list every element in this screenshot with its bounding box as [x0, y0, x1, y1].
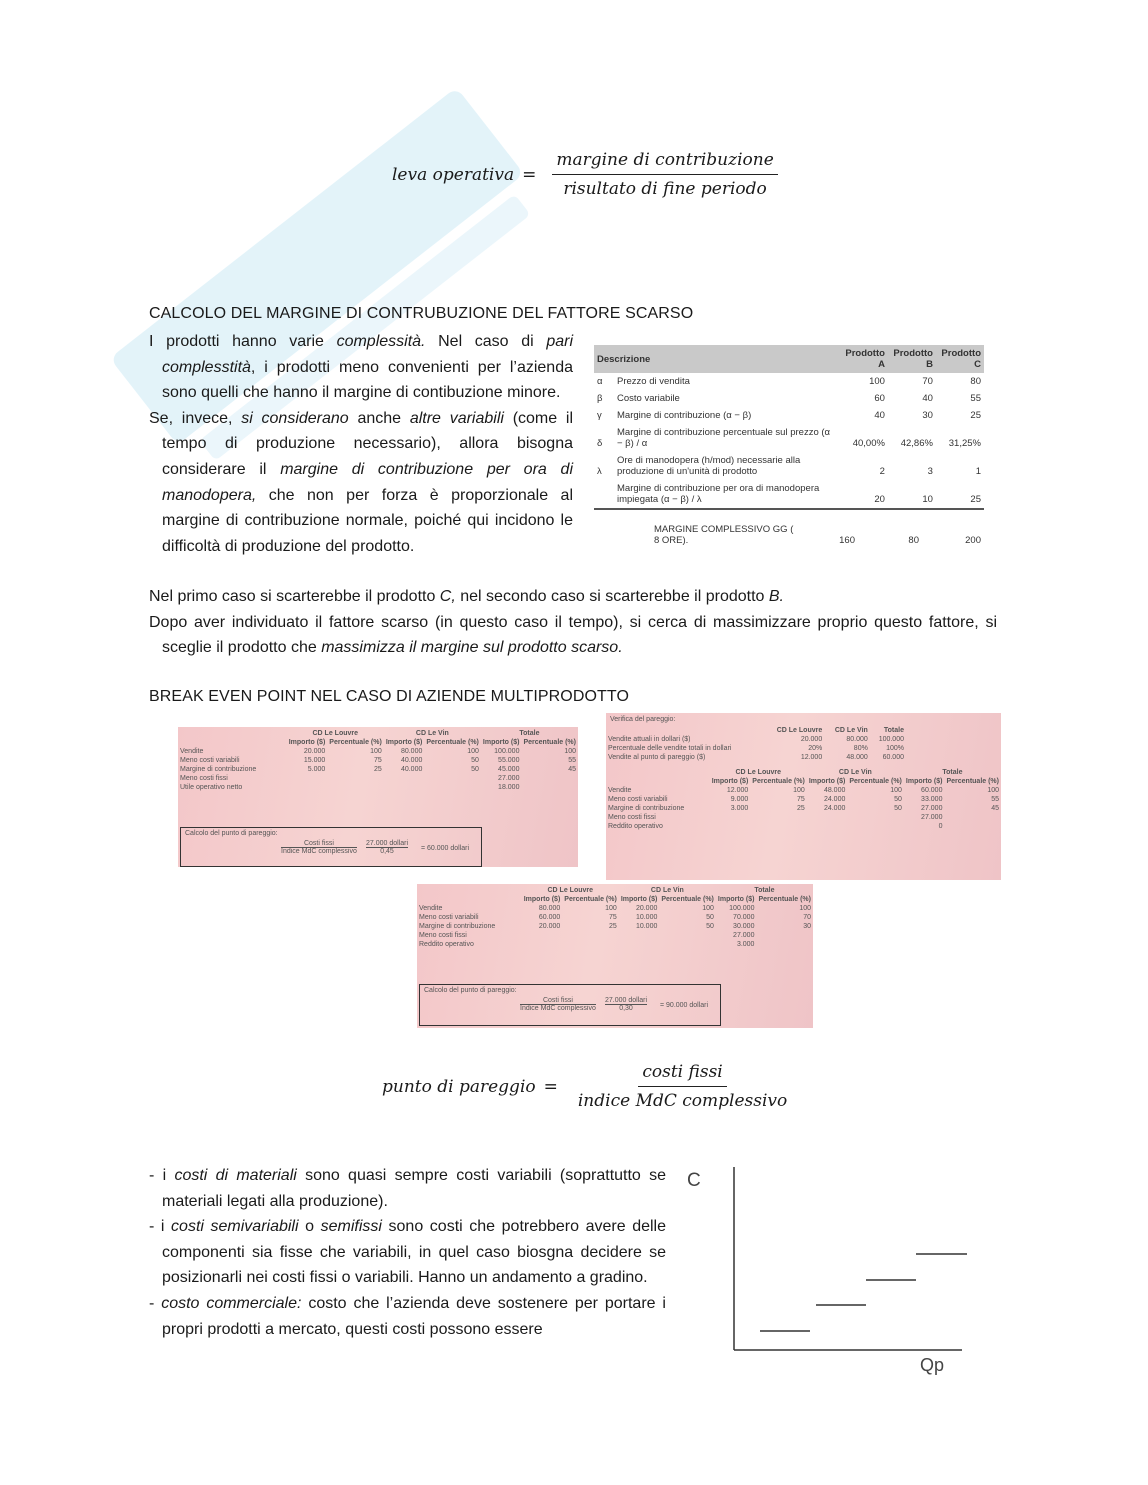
table-row: [606, 813, 1001, 822]
table-cell: 25: [374, 766, 382, 773]
table-row: [606, 744, 906, 753]
bullet-costo-commerciale: - costo commerciale: costo che l’azienda deve sostenere per portare i propri prodotti a mercato, questi costi possono essere: [149, 1294, 666, 1338]
calc-num-1: Costi fissi: [281, 840, 357, 848]
break-even-image-3: [417, 884, 813, 1028]
table-cell: 50: [894, 796, 902, 803]
table-cell: 12.000: [800, 754, 823, 761]
calc-vnum-1: 27.000 dollari: [366, 840, 409, 847]
paragraph-massimizza: Dopo aver individuato il fattore scarso (in questo caso il tempo), si cerca di massimizzare proprio questo fattore, si sceglie il prodotto che massimizza il margine sul prodotto scarso.: [149, 613, 997, 657]
table-cell: [710, 813, 751, 822]
cell-b: 10: [888, 480, 936, 509]
cell-g: [594, 480, 614, 509]
table-cell: 33.000: [921, 796, 943, 803]
group-header: CD Le Louvre: [312, 730, 359, 737]
table-cell: Margine di contribuzione: [419, 923, 496, 930]
table-cell: 100%: [886, 745, 904, 752]
table-cell: [756, 931, 813, 940]
sub-header: Importo ($): [808, 778, 846, 785]
table-row: [606, 804, 1001, 813]
calc-title-3: Calcolo del punto di pareggio:: [424, 987, 517, 994]
table-cell: 80.000: [538, 905, 561, 912]
table-cell: Vendite: [608, 787, 632, 794]
table-cell: [847, 813, 904, 822]
cell-g: β: [597, 393, 603, 404]
table-cell: 9.000: [730, 796, 749, 803]
cell-d: Margine di contribuzione (α − β): [617, 410, 752, 421]
sub-header: Importo ($): [523, 896, 561, 903]
table-cell: 75: [797, 796, 805, 803]
paragraph-conclusione: [149, 584, 997, 661]
table-total-row: [594, 510, 984, 549]
leva-operativa-formula: leva operativa = $\frac{\text{margine di contribuzione}}{\text{risultato di fine periodo}}$: [392, 150, 778, 199]
sub-header: Importo ($): [385, 739, 423, 746]
table-cell: 45: [991, 805, 999, 812]
table-cell: Meno costi variabili: [180, 757, 240, 764]
table-cell: 80.000: [846, 736, 868, 743]
table-cell: 3.000: [730, 805, 749, 812]
table-cell: Percentuale delle vendite totali in dollari: [608, 745, 732, 752]
sub-header: Percentuale (%): [661, 896, 714, 903]
table-row: [417, 922, 813, 931]
table-cell: [756, 940, 813, 949]
sub-header: Importo ($): [482, 739, 520, 746]
table-cell: 55: [568, 757, 576, 764]
table-cell: [710, 822, 751, 831]
table-row: [594, 452, 984, 480]
cell-g: δ: [597, 438, 603, 449]
table-cell: Vendite: [180, 748, 204, 755]
group-header: CD Le Vin: [415, 730, 449, 737]
table-cell: 10.000: [635, 923, 658, 930]
sub-header: Percentuale (%): [523, 739, 576, 746]
formula-numerator: margine di contribuzione: [552, 150, 777, 175]
cell-b: 40: [922, 393, 933, 404]
calc-box-1: [180, 827, 482, 867]
cell-d: Margine di contribuzione percentuale sul prezzo (α − β) / α: [617, 427, 831, 449]
img2-title: Verifica del pareggio:: [610, 716, 676, 723]
cell-a: 40: [874, 410, 885, 421]
formula2-lhs: punto di pareggio: [382, 1076, 536, 1097]
cell-a: 2: [879, 466, 885, 477]
formula-lhs: leva operativa: [392, 164, 515, 185]
group-header: Totale: [883, 727, 904, 734]
table-cell: 50: [706, 923, 714, 930]
cell-d: Prezzo di vendita: [617, 376, 690, 387]
table-cell: 60.000: [538, 914, 561, 921]
table-cell: 40.000: [400, 757, 423, 764]
table-cell: [384, 783, 425, 792]
table-cell: Vendite: [419, 905, 443, 912]
table-cell: 100: [799, 905, 811, 912]
table-cell: Meno costi variabili: [608, 796, 668, 803]
cell-a: 40,00%: [852, 438, 885, 449]
table-row: [417, 931, 813, 940]
table-cell: 15.000: [303, 757, 326, 764]
table-cell: [847, 822, 904, 831]
table-cell: 30.000: [733, 923, 755, 930]
table-row: [594, 407, 984, 424]
cost-types-list: [149, 1163, 666, 1342]
group-header: CD Le Louvre: [735, 769, 782, 776]
table-cell: 0: [938, 823, 943, 830]
table-cell: 48.000: [823, 787, 846, 794]
table-cell: 18.000: [498, 784, 520, 791]
group-header: Totale: [942, 769, 963, 776]
table-row: [178, 765, 578, 774]
bullet-costi-materiali: - i costi di materiali sono quasi sempre costi variabili (soprattutto se materiali legati alla produzione).: [149, 1167, 667, 1210]
table-cell: [619, 940, 660, 949]
table-cell: 80.000: [400, 748, 423, 755]
table-cell: 80%: [853, 745, 868, 752]
table-cell: Vendite attuali in dollari ($): [608, 736, 691, 743]
table-cell: 50: [706, 914, 714, 921]
table-cell: 12.000: [726, 787, 749, 794]
calc-den-1: Indice MdC complessivo: [281, 848, 357, 855]
table-cell: [522, 940, 563, 949]
table-row: [606, 822, 1001, 831]
table-row: [178, 756, 578, 765]
table-cell: 30: [803, 923, 811, 930]
table-cell: Vendite al punto di pareggio ($): [608, 754, 706, 761]
table-row: [594, 480, 984, 509]
table-cell: [424, 783, 481, 792]
cell-c: 25: [936, 480, 984, 509]
table-cell: [619, 931, 660, 940]
table-cell: 5.000: [307, 766, 326, 773]
table-cell: 27.000: [498, 775, 520, 782]
table-cell: Utile operativo netto: [180, 784, 243, 791]
calc-vden-1: 0,45: [380, 848, 394, 855]
sub-header: Percentuale (%): [946, 778, 999, 785]
cell-c: 80: [970, 376, 981, 387]
calc-res-3: = 90.000 dollari: [660, 1002, 709, 1009]
table-cell: 100.000: [878, 736, 904, 743]
table-cell: 100: [793, 787, 805, 794]
cell-b: 42,86%: [900, 438, 933, 449]
cell-a: 100: [869, 376, 885, 387]
cell-g: γ: [597, 410, 602, 421]
cell-a: 20: [840, 480, 888, 509]
table-cell: [384, 774, 425, 783]
sub-header: Importo ($): [905, 778, 943, 785]
graph-x-label: Qp: [920, 1355, 945, 1375]
table-cell: 50: [471, 757, 479, 764]
sub-header: Importo ($): [288, 739, 326, 746]
table-row: [594, 424, 984, 452]
table-cell: 27.000: [921, 805, 943, 812]
calc-den-3: Indice MdC complessivo: [520, 1005, 596, 1012]
table-row: [417, 940, 813, 949]
calc-vnum-3: 27.000 dollari: [605, 997, 648, 1004]
total-c: 200: [965, 535, 981, 546]
table-row: [606, 753, 906, 762]
group-header: CD Le Louvre: [547, 887, 594, 894]
cell-c: 1: [975, 466, 981, 477]
sub-header: Importo ($): [717, 896, 755, 903]
cell-g: α: [597, 376, 603, 387]
table-cell: [562, 931, 619, 940]
table-cell: [424, 774, 481, 783]
paragraph-fattore-scarso: [149, 329, 573, 559]
sub-header: Percentuale (%): [426, 739, 479, 746]
table-cell: [750, 813, 807, 822]
table-row: [417, 904, 813, 913]
table-cell: 100: [370, 748, 382, 755]
table-cell: [944, 813, 1001, 822]
cell-d: Ore di manodopera (h/mod) necessarie alla produzione di un'unità di prodotto: [617, 455, 801, 477]
table-cell: [659, 931, 716, 940]
table-cell: 20%: [808, 745, 823, 752]
section-heading-fattore-scarso: CALCOLO DEL MARGINE DI CONTRUBUZIONE DEL FATTORE SCARSO: [149, 305, 694, 322]
table-cell: 100: [890, 787, 902, 794]
table-cell: 27.000: [733, 932, 755, 939]
cell-c: 55: [970, 393, 981, 404]
table-cell: 45.000: [498, 766, 520, 773]
table-cell: 70.000: [733, 914, 755, 921]
section-heading-break-even: BREAK EVEN POINT NEL CASO DI AZIENDE MULTIPRODOTTO: [149, 688, 630, 705]
bullet-costi-semivariabili: - i costi semivariabili o semifissi sono costi che potrebbero avere delle componenti sia fisse che variabili, in quel caso biosgna decidere se posizionarli nei costi fissi o variabili. Hanno un andamento a gradino.: [149, 1218, 667, 1287]
col-prodotto-c: Prodotto C: [936, 345, 984, 373]
formula2-denominator: indice MdC complessivo: [577, 1091, 788, 1111]
sub-header: Percentuale (%): [849, 778, 902, 785]
sub-header: Importo ($): [620, 896, 658, 903]
table-cell: 25: [609, 923, 617, 930]
col-descrizione: Descrizione: [594, 345, 840, 373]
table-row: [594, 373, 984, 390]
table-cell: 20.000: [538, 923, 561, 930]
group-header: CD Le Louvre: [776, 727, 823, 734]
sub-header: Percentuale (%): [758, 896, 811, 903]
table-cell: 75: [374, 757, 382, 764]
table-row: [606, 795, 1001, 804]
sub-header: Percentuale (%): [752, 778, 805, 785]
table-cell: Reddito operativo: [608, 823, 663, 830]
table-cell: 20.000: [800, 736, 823, 743]
total-label: MARGINE COMPLESSIVO GG ( 8 ORE).: [654, 524, 794, 546]
table-row: [178, 774, 578, 783]
product-margin-table: [594, 345, 984, 549]
table-cell: 40.000: [400, 766, 423, 773]
cell-b: 30: [922, 410, 933, 421]
table-cell: 55.000: [498, 757, 520, 764]
table-cell: 75: [609, 914, 617, 921]
table-cell: 27.000: [921, 814, 943, 821]
table-cell: 20.000: [635, 905, 658, 912]
table-cell: Reddito operativo: [419, 941, 474, 948]
table-cell: 100.000: [729, 905, 755, 912]
table-cell: Meno costi fissi: [419, 932, 467, 939]
table-cell: [944, 822, 1001, 831]
cell-a: 60: [874, 393, 885, 404]
group-header: CD Le Vin: [838, 769, 872, 776]
table-row: [417, 913, 813, 922]
sub-header: Percentuale (%): [329, 739, 382, 746]
table-cell: 55: [991, 796, 999, 803]
calc-res-1: = 60.000 dollari: [421, 845, 470, 852]
total-a: 160: [839, 535, 855, 546]
formula-denominator: risultato di fine periodo: [563, 179, 767, 199]
table-row: [606, 735, 906, 744]
table-cell: 50: [471, 766, 479, 773]
table-cell: Margine di contribuzione: [608, 805, 685, 812]
sub-header: Importo ($): [711, 778, 749, 785]
table-cell: [750, 822, 807, 831]
cell-c: 31,25%: [948, 438, 981, 449]
break-even-image-2: [606, 713, 1001, 880]
cell-b: 3: [927, 466, 933, 477]
table-cell: 70: [803, 914, 811, 921]
table-cell: [521, 774, 578, 783]
table-cell: 25: [797, 805, 805, 812]
graph-y-label: C: [687, 1170, 701, 1191]
calc-num-3: Costi fissi: [520, 997, 596, 1005]
table-cell: Meno costi variabili: [419, 914, 479, 921]
table-cell: 60.000: [921, 787, 943, 794]
cell-d: Costo variabile: [617, 393, 680, 404]
table-row: [178, 783, 578, 792]
table-cell: [287, 783, 328, 792]
table-cell: 60.000: [882, 754, 904, 761]
punto-pareggio-formula: punto di pareggio = $\frac{\text{costi fissi}}{\text{indice MdC complessivo}}$: [382, 1062, 791, 1111]
table-cell: 100: [564, 748, 576, 755]
table-row: [594, 390, 984, 407]
table-cell: 20.000: [303, 748, 326, 755]
cell-c: 25: [970, 410, 981, 421]
break-even-image-1: [178, 727, 578, 867]
table-cell: 45: [568, 766, 576, 773]
table-cell: 48.000: [846, 754, 868, 761]
paragraph-altre-variabili: Se, invece, si considerano anche altre variabili (come il tempo di produzione necessario), allora bisogna considerare il margine di contribuzione per ora di manodopera, che non per forza è proporzionale al margine di contribuzione normale, poiché qui incidono le difficoltà di produzione del prodotto.: [149, 409, 574, 555]
table-cell: Meno costi fissi: [608, 814, 656, 821]
col-prodotto-b: Prodotto B: [888, 345, 936, 373]
table-cell: Meno costi fissi: [180, 775, 228, 782]
table-cell: [807, 813, 848, 822]
total-b: 80: [908, 535, 919, 546]
table-cell: [287, 774, 328, 783]
sub-header: Percentuale (%): [564, 896, 617, 903]
table-cell: 100.000: [494, 748, 520, 755]
table-cell: 100: [987, 787, 999, 794]
table-cell: 24.000: [823, 805, 846, 812]
table-row: [606, 786, 1001, 795]
table-cell: 100: [467, 748, 479, 755]
paragraph-primo-caso: Nel primo caso si scarterebbe il prodotto C, nel secondo caso si scarterebbe il prodotto B.: [149, 588, 784, 605]
cell-g: λ: [597, 466, 602, 477]
calc-title-1: Calcolo del punto di pareggio:: [185, 830, 278, 837]
calc-box-3: [419, 984, 721, 1026]
group-header: Totale: [519, 730, 540, 737]
table-cell: 3.000: [736, 941, 755, 948]
table-cell: 24.000: [823, 796, 846, 803]
step-cost-graph: [730, 1165, 970, 1355]
table-cell: [659, 940, 716, 949]
table-cell: [327, 783, 384, 792]
group-header: CD Le Vin: [650, 887, 684, 894]
paragraph-complessita: I prodotti hanno varie complessità. Nel caso di pari complesstità, i prodotti meno convenienti per l’azienda sono quelli che hanno il margine di contibuzione minore.: [149, 333, 573, 402]
table-cell: [327, 774, 384, 783]
table-cell: [521, 783, 578, 792]
col-prodotto-a: Prodotto A: [840, 345, 888, 373]
calc-vden-3: 0,30: [619, 1005, 633, 1012]
table-row: [178, 747, 578, 756]
table-cell: Margine di contribuzione: [180, 766, 257, 773]
table-cell: 50: [894, 805, 902, 812]
formula2-numerator: costi fissi: [638, 1062, 726, 1087]
table-cell: [522, 931, 563, 940]
table-cell: [807, 822, 848, 831]
table-cell: 100: [702, 905, 714, 912]
group-header: Totale: [754, 887, 775, 894]
table-cell: [562, 940, 619, 949]
table-cell: 10.000: [635, 914, 658, 921]
cell-b: 70: [922, 376, 933, 387]
group-header: CD Le Vin: [834, 727, 868, 734]
cell-d: Margine di contribuzione per ora di manodopera impiegata (α − β) / λ: [614, 480, 840, 509]
table-cell: 100: [605, 905, 617, 912]
